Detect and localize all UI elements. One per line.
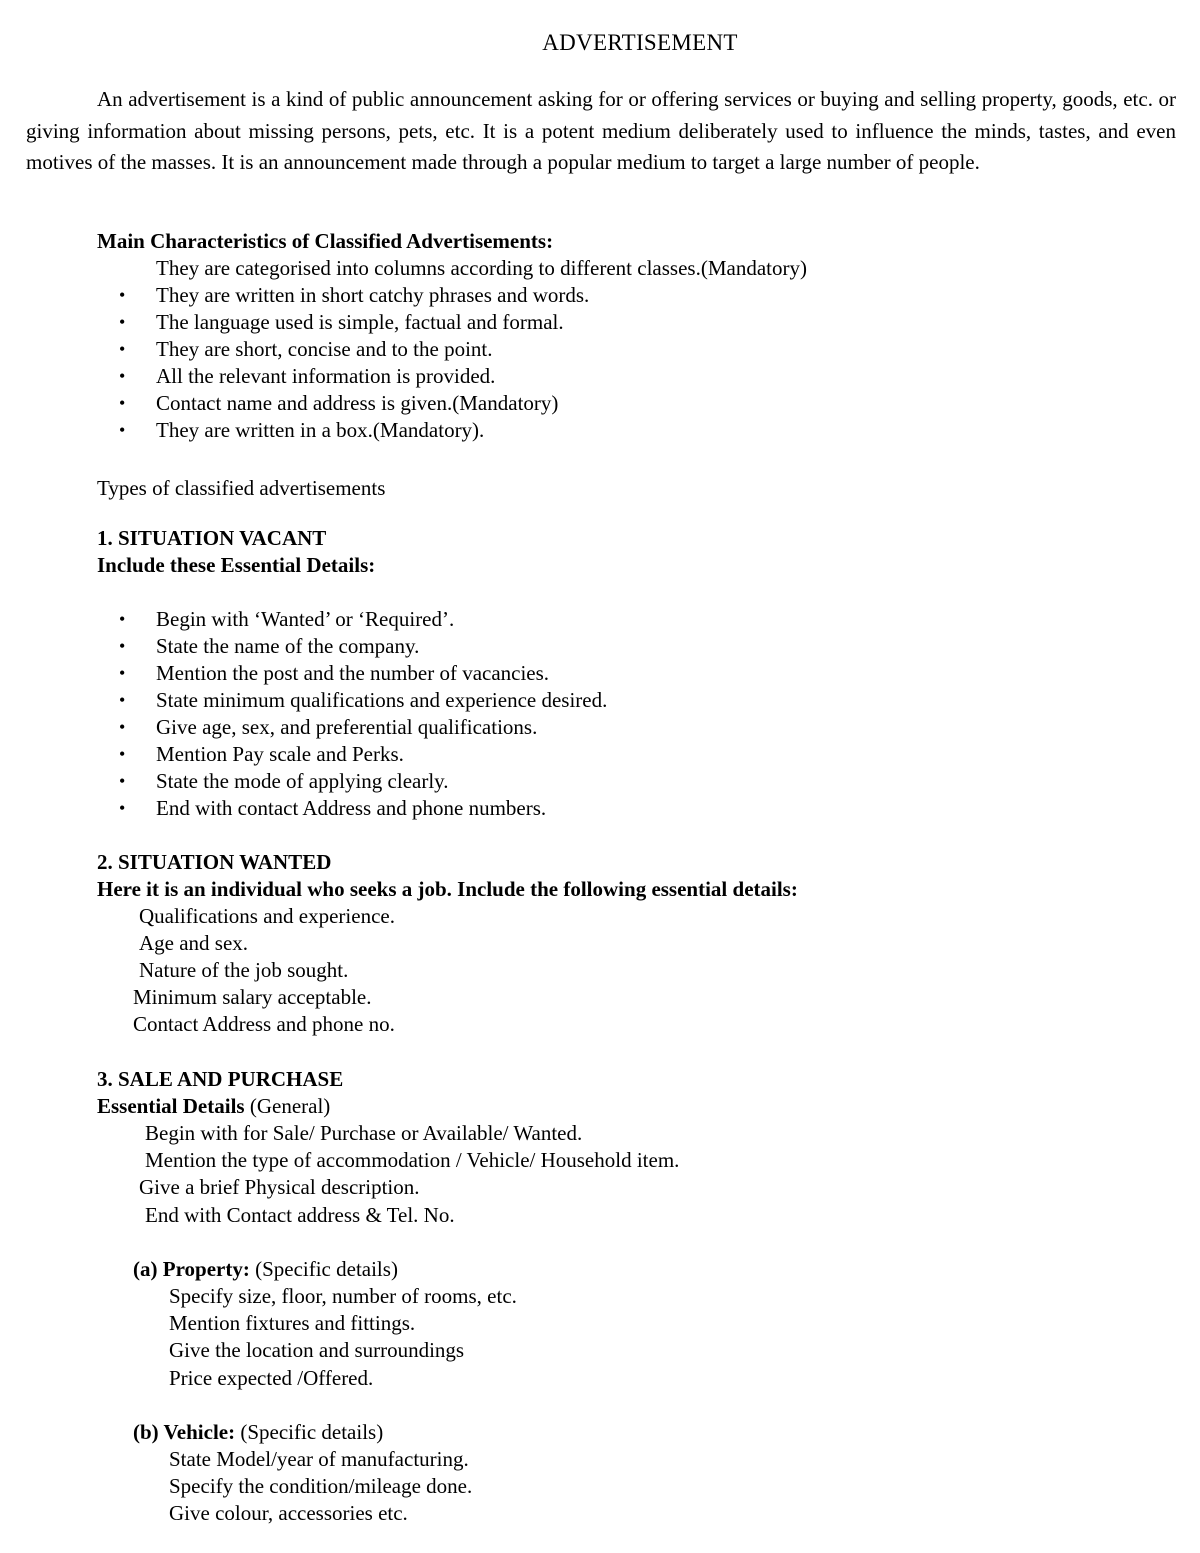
list-item: Price expected /Offered.: [169, 1366, 374, 1390]
bullet-icon: •: [119, 312, 126, 332]
property-label: Property:: [162, 1257, 250, 1281]
list-item: Qualifications and experience.: [139, 904, 395, 928]
types-intro: Types of classified advertisements: [97, 476, 386, 500]
list-item: The language used is simple, factual and formal.: [156, 310, 564, 334]
list-item: Minimum salary acceptable.: [133, 985, 372, 1009]
characteristics-heading: Main Characteristics of Classified Advertisements:: [97, 229, 554, 253]
vehicle-note: (Specific details): [235, 1420, 384, 1444]
list-item: State Model/year of manufacturing.: [169, 1447, 469, 1471]
list-item: Mention the post and the number of vacancies.: [156, 661, 550, 685]
intro-paragraph: An advertisement is a kind of public announcement asking for or offering services or buying and selling property, goods, etc. or giving information about missing persons, pets, etc. It is a potent medium deliberately used to influence the minds, tastes, and even motives of the masses. It is an announcement made through a popular medium to target a large number of people.: [26, 87, 1176, 174]
list-item: Begin with ‘Wanted’ or ‘Required’.: [156, 607, 455, 631]
list-item: Give a brief Physical description.: [139, 1175, 420, 1199]
list-item: State minimum qualifications and experience desired.: [156, 688, 608, 712]
list-item: Contact Address and phone no.: [133, 1012, 395, 1036]
vehicle-label: Vehicle:: [163, 1420, 236, 1444]
list-item: They are short, concise and to the point.: [156, 337, 493, 361]
list-item: State the mode of applying clearly.: [156, 769, 449, 793]
property-heading: [133, 1256, 398, 1283]
list-item: Mention the type of accommodation / Vehicle/ Household item.: [145, 1148, 680, 1172]
bullet-icon: •: [119, 339, 126, 359]
list-item: Give colour, accessories etc.: [169, 1501, 408, 1525]
situation-wanted-subheading: Here it is an individual who seeks a job. Include the following essential details:: [97, 877, 798, 901]
list-item: Nature of the job sought.: [139, 958, 349, 982]
list-item: Specify the condition/mileage done.: [169, 1474, 473, 1498]
bullet-icon: •: [119, 366, 126, 386]
bullet-icon: •: [119, 798, 126, 818]
essential-details-label: Essential Details: [97, 1094, 245, 1118]
vehicle-prefix: (b): [133, 1420, 164, 1444]
situation-vacant-heading: 1. SITUATION VACANT: [97, 526, 327, 550]
list-item: Age and sex.: [139, 931, 249, 955]
document-title: ADVERTISEMENT: [542, 30, 738, 55]
bullet-icon: •: [119, 663, 126, 683]
list-item: Mention fixtures and fittings.: [169, 1311, 416, 1335]
bullet-icon: •: [119, 636, 126, 656]
general-note: (General): [244, 1094, 331, 1118]
list-item: End with contact Address and phone numbers.: [156, 796, 547, 820]
property-note: (Specific details): [249, 1257, 398, 1281]
property-prefix: (a): [133, 1257, 163, 1281]
sale-purchase-details-line: [97, 1093, 330, 1120]
list-item: Specify size, floor, number of rooms, etc.: [169, 1284, 517, 1308]
characteristics-first-item: They are categorised into columns according to different classes.(Mandatory): [156, 256, 807, 280]
situation-vacant-subheading: Include these Essential Details:: [97, 553, 376, 577]
list-item: Contact name and address is given.(Mandatory): [156, 391, 559, 415]
list-item: State the name of the company.: [156, 634, 420, 658]
bullet-icon: •: [119, 420, 126, 440]
bullet-icon: •: [119, 771, 126, 791]
situation-wanted-heading: 2. SITUATION WANTED: [97, 850, 332, 874]
bullet-icon: •: [119, 717, 126, 737]
vehicle-heading: [133, 1419, 383, 1446]
list-item: Mention Pay scale and Perks.: [156, 742, 404, 766]
bullet-icon: •: [119, 744, 126, 764]
bullet-icon: •: [119, 690, 126, 710]
sale-purchase-heading: 3. SALE AND PURCHASE: [97, 1067, 344, 1091]
bullet-icon: •: [119, 285, 126, 305]
list-item: Give age, sex, and preferential qualifications.: [156, 715, 538, 739]
list-item: Begin with for Sale/ Purchase or Available/ Wanted.: [145, 1121, 583, 1145]
list-item: All the relevant information is provided.: [156, 364, 496, 388]
bullet-icon: •: [119, 393, 126, 413]
list-item: They are written in a box.(Mandatory).: [156, 418, 485, 442]
list-item: End with Contact address & Tel. No.: [145, 1203, 455, 1227]
list-item: They are written in short catchy phrases and words.: [156, 283, 590, 307]
list-item: Give the location and surroundings: [169, 1338, 465, 1362]
bullet-icon: •: [119, 609, 126, 629]
